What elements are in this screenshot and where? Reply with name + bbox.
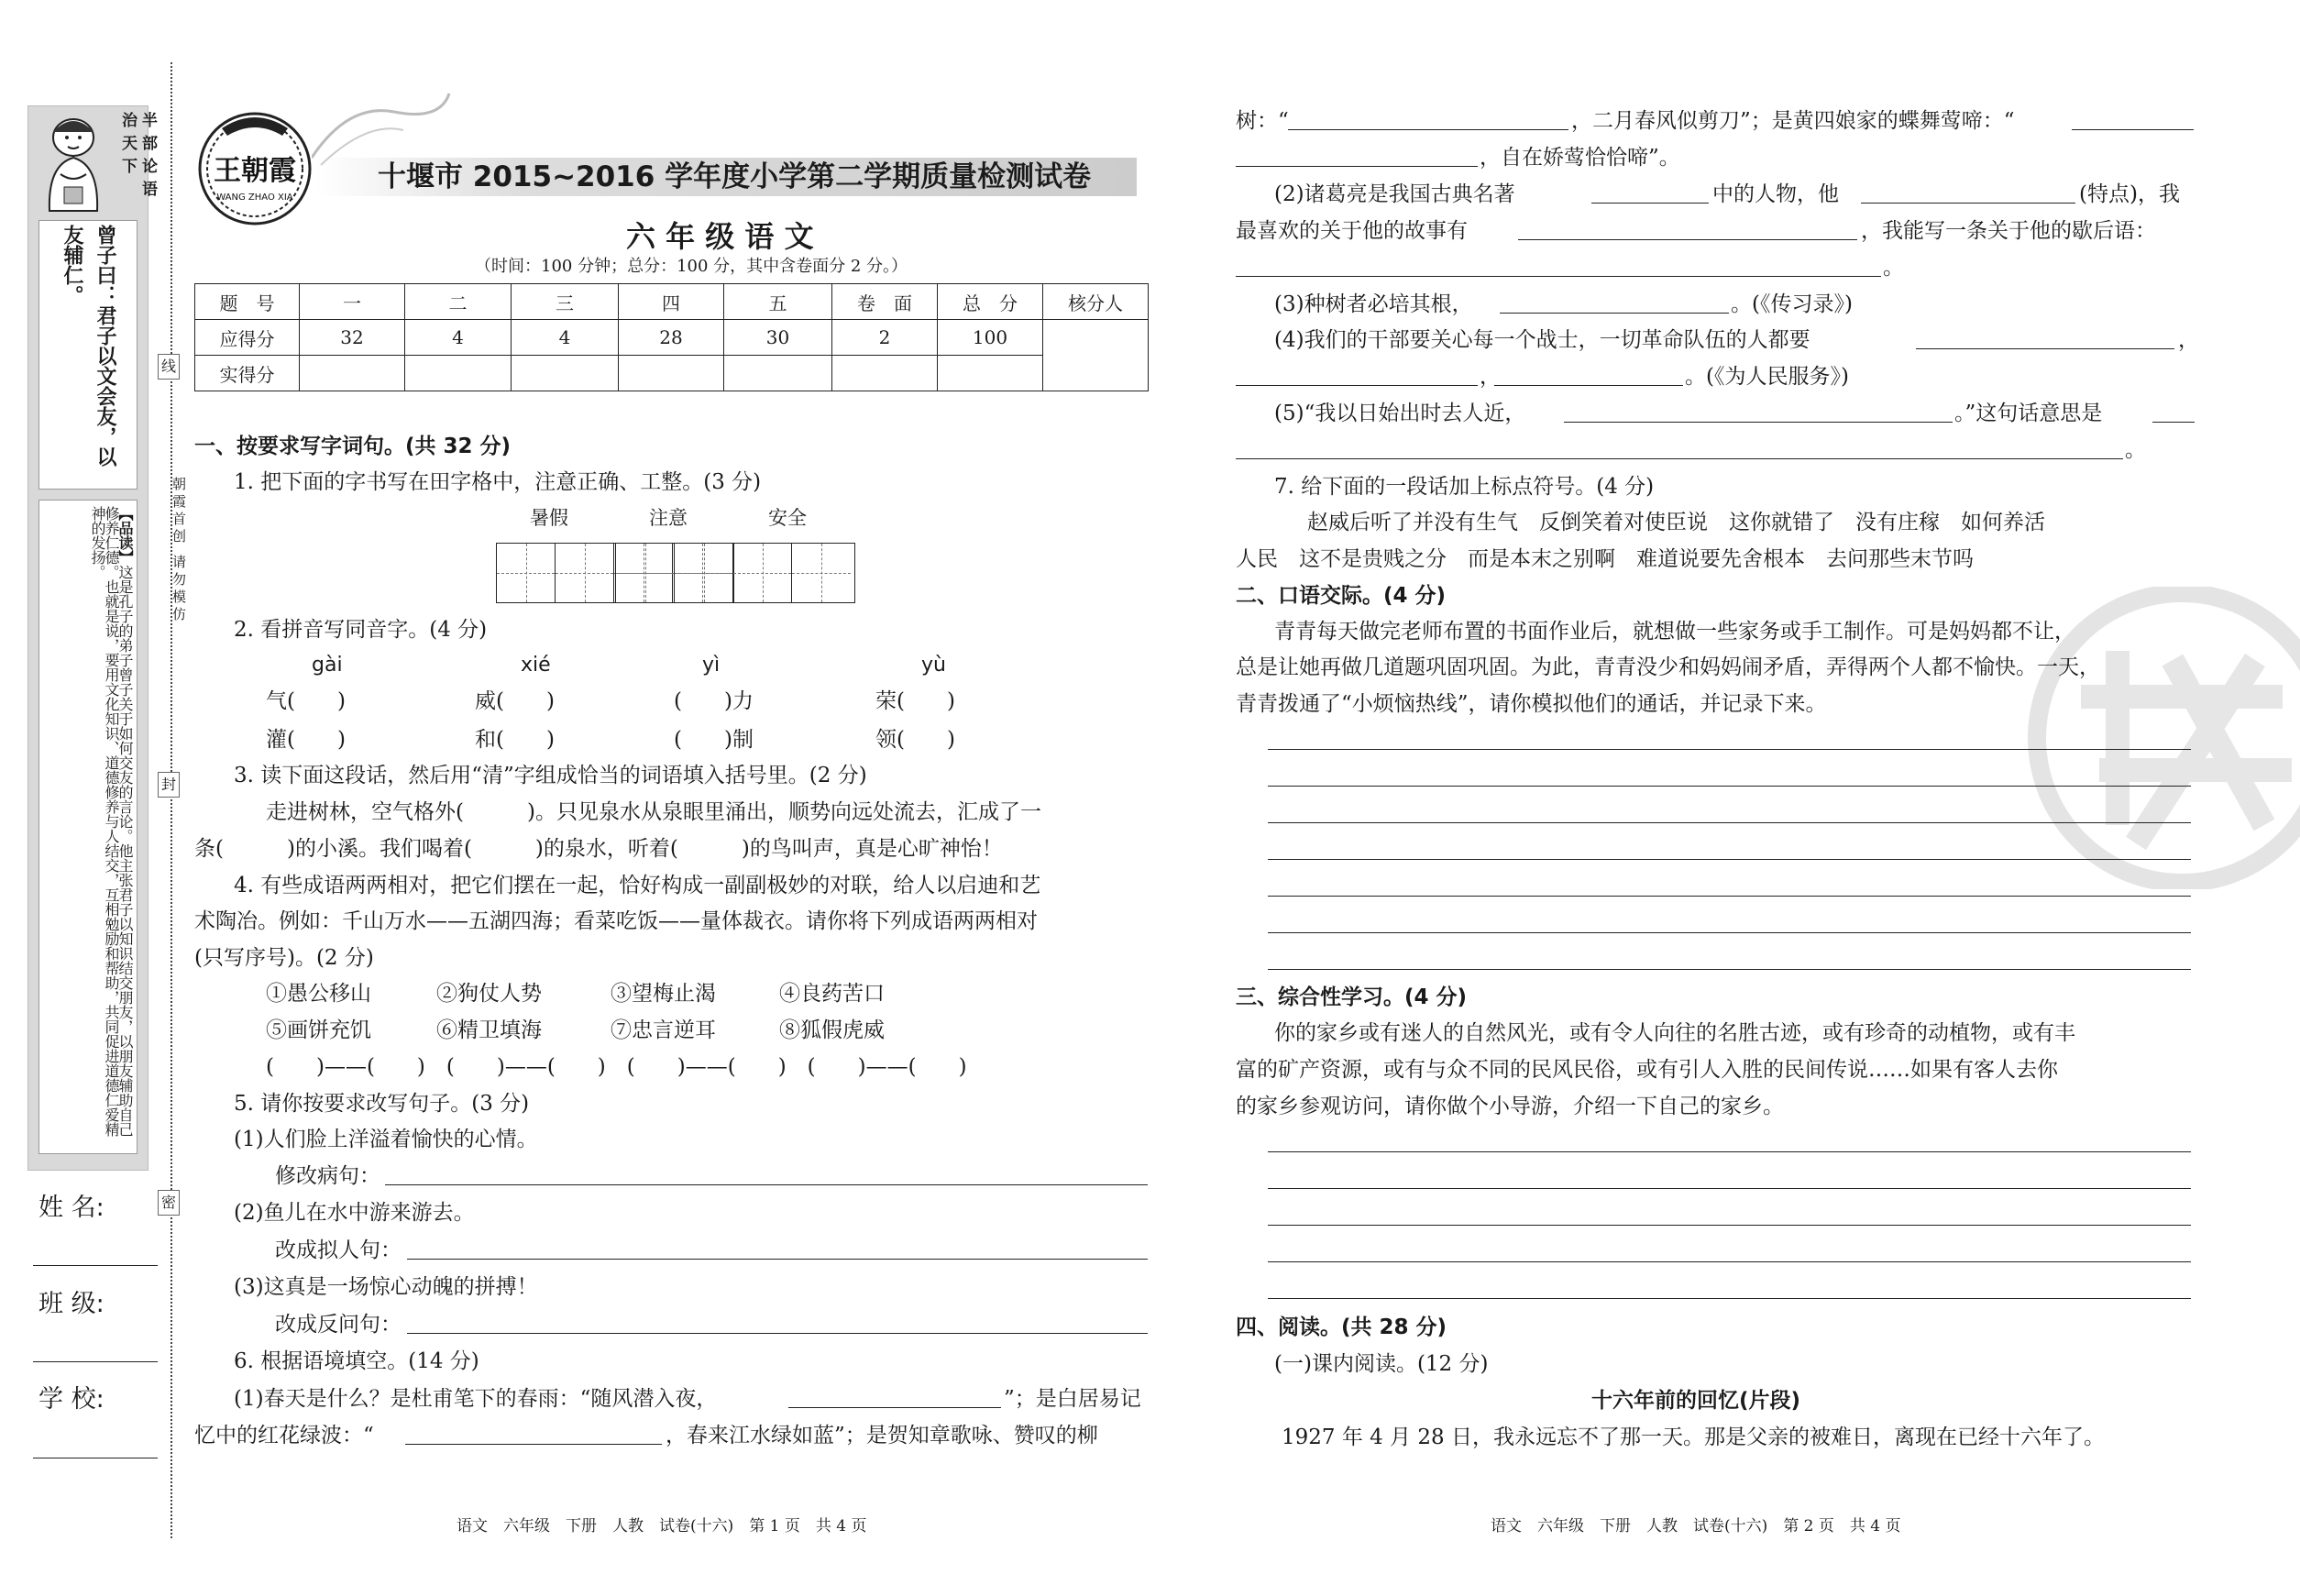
score-input-cell[interactable] bbox=[300, 356, 405, 391]
answer-line[interactable] bbox=[1494, 385, 1683, 386]
pinyin: gài bbox=[312, 654, 343, 677]
confucius-portrait-icon bbox=[31, 110, 116, 213]
answer-line[interactable] bbox=[1236, 276, 1881, 277]
logo-text: 王朝霞 bbox=[214, 155, 296, 187]
score-cell: 28 bbox=[619, 320, 724, 356]
idiom: ③望梅止渴 bbox=[611, 982, 716, 1006]
q5-prompt: 5. 请你按要求改写句子。(3 分) bbox=[234, 1092, 530, 1116]
idiom: ②狗仗人势 bbox=[436, 982, 542, 1006]
name-label: 姓 名: bbox=[39, 1194, 105, 1222]
name-field[interactable] bbox=[33, 1265, 158, 1266]
score-col-header: 四 bbox=[619, 284, 724, 320]
idiom: ①愚公移山 bbox=[266, 982, 371, 1006]
section1-title: 一、按要求写字词句。(共 32 分) bbox=[194, 435, 512, 458]
writing-line[interactable] bbox=[1268, 749, 2191, 750]
s4-subtitle: (一)课内阅读。(12 分) bbox=[1274, 1352, 1489, 1376]
q4-text: (只写序号)。(2 分) bbox=[194, 946, 374, 970]
idiom: ⑧狐假虎威 bbox=[779, 1018, 885, 1042]
q5-label: 改成反问句： bbox=[275, 1313, 402, 1337]
p2-text: 。”这句话意思是 bbox=[1954, 402, 2103, 425]
sidebar-corner-label: 半部论语治天下 bbox=[118, 112, 157, 204]
q4-text: 术陶冶。例如：千山万水——五湖四海；看菜吃饭——量体裁衣。请你将下列成语两两相对 bbox=[194, 909, 1038, 933]
sidebar-quote: 曾子曰：君子以文会友，以友辅仁。 bbox=[61, 225, 116, 467]
p2-text: (特点)，我 bbox=[2079, 182, 2180, 206]
answer-line[interactable] bbox=[1500, 313, 1729, 314]
idiom: ⑦忠言逆耳 bbox=[611, 1018, 716, 1042]
score-cell: 4 bbox=[405, 320, 512, 356]
q7-text: 人民 这不是贵贱之分 而是本末之别啊 难道说要先舍根本 去问那些末节吗 bbox=[1236, 547, 1974, 571]
p2-text: ， bbox=[1480, 365, 1501, 389]
writing-line[interactable] bbox=[1268, 822, 2191, 823]
grid-cell[interactable] bbox=[733, 544, 792, 602]
score-cell: 100 bbox=[938, 320, 1043, 356]
q2-blank[interactable]: 领( ) bbox=[875, 728, 955, 752]
q3-prompt: 3. 读下面这段话，然后用“清”字组成恰当的词语填入括号里。(2 分) bbox=[234, 764, 867, 787]
q6-text: 忆中的红花绿波：“ bbox=[194, 1424, 374, 1447]
q5-sentence: (1)人们脸上洋溢着愉快的心情。 bbox=[234, 1128, 538, 1151]
score-expected-row bbox=[195, 320, 1149, 356]
score-col-header: 三 bbox=[512, 284, 619, 320]
p2-text: 。 bbox=[1883, 256, 1904, 280]
writing-line[interactable] bbox=[1268, 896, 2191, 897]
answer-line[interactable] bbox=[1236, 385, 1478, 386]
answer-line[interactable] bbox=[788, 1407, 1001, 1408]
score-col-header: 题 号 bbox=[195, 284, 300, 320]
p2-text: 中的人物，他 bbox=[1712, 182, 1839, 206]
q2-blank[interactable]: 和( ) bbox=[475, 728, 555, 752]
answer-line[interactable] bbox=[1916, 348, 2174, 349]
score-cell: 32 bbox=[300, 320, 405, 356]
class-field[interactable] bbox=[33, 1361, 158, 1362]
writing-line[interactable] bbox=[1268, 1225, 2191, 1226]
writing-grid[interactable] bbox=[732, 543, 855, 603]
q2-blank[interactable]: 荣( ) bbox=[875, 689, 955, 713]
grid-cell[interactable] bbox=[616, 544, 675, 602]
answer-line[interactable] bbox=[1236, 458, 2123, 459]
q1-word: 安全 bbox=[768, 507, 807, 529]
grid-cell[interactable] bbox=[792, 544, 851, 602]
ribbon-swirl-icon bbox=[312, 84, 458, 167]
q5-sentence: (3)这真是一场惊心动魄的拼搏！ bbox=[234, 1275, 538, 1299]
p2-text: 。(《传习录》) bbox=[1731, 292, 1853, 316]
score-row-label: 应得分 bbox=[195, 320, 300, 356]
score-row-label: 实得分 bbox=[195, 356, 300, 391]
q2-blank[interactable]: ( )制 bbox=[674, 728, 754, 752]
answer-line[interactable] bbox=[407, 1259, 1148, 1260]
q5-sentence: (2)鱼儿在水中游来游去。 bbox=[234, 1201, 475, 1225]
school-label: 学 校: bbox=[39, 1385, 105, 1414]
idiom: ⑥精卫填海 bbox=[436, 1018, 542, 1042]
q3-text: 走进树林，空气格外( )。只见泉水从泉眼里涌出，顺势向远处流去，汇成了一 bbox=[266, 800, 1041, 824]
writing-line[interactable] bbox=[1268, 969, 2191, 970]
checker-cell[interactable] bbox=[1043, 320, 1149, 391]
commentary-text: 这是孔子的弟子曾子关于如何交友的言论。他主张君子以知识结交朋友，以朋友辅助自己修养仁德。也就是说，要用文化知识、道德修养与人结交，互相勉励和帮助，共同促进道德仁爱精神的发扬。 bbox=[89, 506, 134, 1137]
p2-text: ，我能写一条关于他的歇后语： bbox=[1861, 219, 2156, 243]
score-input-cell[interactable] bbox=[619, 356, 724, 391]
s3-text: 富的矿产资源，或有与众不同的民风民俗，或有引人入胜的民间传说……如果有客人去你 bbox=[1236, 1058, 2058, 1082]
grid-cell[interactable] bbox=[556, 544, 614, 602]
s2-text: 总是让她再做几道题巩固巩固。为此，青青没少和妈妈闹矛盾，弄得两个人都不愉快。一天， bbox=[1236, 655, 2100, 679]
score-col-header: 五 bbox=[724, 284, 832, 320]
score-col-header: 一 bbox=[300, 284, 405, 320]
writing-line[interactable] bbox=[1268, 1188, 2191, 1189]
class-label: 班 级: bbox=[39, 1290, 105, 1318]
answer-line[interactable] bbox=[405, 1444, 662, 1445]
s2-text: 青青拨通了“小烦恼热线”，请你模拟他们的通话，并记录下来。 bbox=[1236, 692, 1827, 716]
score-table-header-row bbox=[195, 284, 1149, 320]
writing-line[interactable] bbox=[1268, 1298, 2191, 1299]
exam-subject: 六 年 级 语 文 bbox=[626, 219, 814, 254]
q4-answer-blanks[interactable]: ( )——( ) ( )——( ) ( )——( ) ( )——( ) bbox=[266, 1055, 967, 1079]
s2-text: 青青每天做完老师布置的书面作业后，就想做一些家务或手工制作。可是妈妈都不让， bbox=[1274, 620, 2075, 644]
answer-line[interactable] bbox=[385, 1184, 1148, 1185]
commentary-label: 【品读】 bbox=[116, 506, 134, 565]
binding-char-1: 线 bbox=[158, 354, 180, 380]
score-input-cell[interactable] bbox=[832, 356, 938, 391]
writing-line[interactable] bbox=[1268, 786, 2191, 787]
pinyin: yì bbox=[702, 654, 721, 677]
section3-title: 三、综合性学习。(4 分) bbox=[1236, 985, 1468, 1009]
s3-text: 你的家乡或有迷人的自然风光，或有令人向往的名胜古迹，或有珍奇的动植物，或有丰 bbox=[1274, 1021, 2075, 1045]
score-col-header: 二 bbox=[405, 284, 512, 320]
p2-text: ， bbox=[2178, 328, 2199, 352]
answer-line[interactable] bbox=[2072, 129, 2194, 130]
q2-prompt: 2. 看拼音写同音字。(4 分) bbox=[234, 618, 488, 642]
p2-text: (2)诸葛亮是我国古典名著 bbox=[1274, 182, 1515, 206]
grid-cell[interactable] bbox=[497, 544, 556, 602]
answer-line[interactable] bbox=[1564, 422, 1953, 423]
q5-label: 改成拟人句： bbox=[275, 1238, 402, 1262]
p2-text: 最喜欢的关于他的故事有 bbox=[1236, 219, 1468, 243]
score-input-cell[interactable] bbox=[724, 356, 832, 391]
score-col-header: 卷 面 bbox=[832, 284, 938, 320]
q1-word: 暑假 bbox=[530, 507, 568, 529]
q7-prompt: 7. 给下面的一段话加上标点符号。(4 分) bbox=[1274, 475, 1655, 499]
answer-line[interactable] bbox=[407, 1333, 1148, 1334]
binding-note: 朝霞首创 请勿模仿 bbox=[171, 477, 187, 624]
score-input-cell[interactable] bbox=[512, 356, 619, 391]
q7-text: 赵威后听了并没有生气 反倒笑着对使臣说 这你就错了 没有庄稼 如何养活 bbox=[1307, 511, 2045, 534]
sidebar-commentary bbox=[48, 506, 132, 1146]
p2-text: 。 bbox=[2125, 438, 2146, 462]
score-input-cell[interactable] bbox=[405, 356, 512, 391]
p2-text: 树：“ bbox=[1236, 109, 1289, 133]
p2-text: (4)我们的干部要关心每一个战士，一切革命队伍的人都要 bbox=[1274, 328, 1810, 352]
score-actual-row bbox=[195, 356, 1149, 391]
writing-line[interactable] bbox=[1268, 1261, 2191, 1262]
reading-text: 1927 年 4 月 28 日，我永远忘不了那一天。那是父亲的被难日，离现在已经十六年了。 bbox=[1282, 1425, 2105, 1449]
q4-prompt: 4. 有些成语两两相对，把它们摆在一起，恰好构成一副副极妙的对联，给人以启迪和艺 bbox=[234, 874, 1041, 897]
p2-text: ，自在娇莺恰恰啼”。 bbox=[1480, 146, 1680, 170]
answer-line[interactable] bbox=[1288, 129, 1568, 130]
answer-line[interactable] bbox=[1518, 239, 1857, 240]
q5-label: 修改病句： bbox=[275, 1164, 380, 1188]
score-col-header: 核分人 bbox=[1043, 284, 1149, 320]
score-col-header: 总 分 bbox=[938, 284, 1043, 320]
answer-line[interactable] bbox=[1861, 203, 2075, 204]
answer-line[interactable] bbox=[1236, 166, 1478, 167]
p2-text: (5)“我以日始出时去人近， bbox=[1274, 402, 1526, 425]
score-cell: 4 bbox=[512, 320, 619, 356]
exam-meta: （时间：100 分钟；总分：100 分，其中含卷面分 2 分。） bbox=[475, 257, 908, 276]
p2-text: (3)种树者必培其根， bbox=[1274, 292, 1473, 316]
score-table bbox=[194, 283, 1149, 391]
idiom: ⑤画饼充饥 bbox=[266, 1018, 371, 1042]
binding-line bbox=[171, 62, 172, 1538]
q2-blank[interactable]: ( )力 bbox=[674, 689, 754, 713]
q2-blank[interactable]: 气( ) bbox=[266, 689, 346, 713]
writing-line[interactable] bbox=[1268, 932, 2191, 933]
q2-blank[interactable]: 威( ) bbox=[475, 689, 555, 713]
page2-footer: 语文 六年级 下册 人教 试卷(十六) 第 2 页 共 4 页 bbox=[1491, 1517, 1901, 1535]
grid-cell[interactable] bbox=[675, 544, 733, 602]
binding-char-2: 封 bbox=[158, 772, 180, 798]
section4-title: 四、阅读。(共 28 分) bbox=[1236, 1315, 1447, 1339]
score-input-cell[interactable] bbox=[938, 356, 1043, 391]
score-cell: 30 bbox=[724, 320, 832, 356]
answer-line[interactable] bbox=[2152, 422, 2195, 423]
binding-char-3: 密 bbox=[158, 1190, 180, 1216]
writing-line[interactable] bbox=[1268, 1151, 2191, 1152]
exam-title: 十堰市 2015~2016 学年度小学第二学期质量检测试卷 bbox=[378, 160, 1092, 193]
reading-title: 十六年前的回忆(片段) bbox=[1591, 1389, 1801, 1413]
q3-text: 条( )的小溪。我们喝着( )的泉水，听着( )的鸟叫声，真是心旷神怡！ bbox=[194, 837, 1003, 861]
score-cell: 2 bbox=[832, 320, 938, 356]
q6-text: ，春来江水绿如蓝”；是贺知章歌咏、赞叹的柳 bbox=[666, 1424, 1098, 1447]
pinyin: xié bbox=[521, 654, 551, 677]
q6-prompt: 6. 根据语境填空。(14 分) bbox=[234, 1349, 479, 1373]
pinyin: yù bbox=[921, 654, 946, 677]
p2-text: ，二月春风似剪刀”；是黄四娘家的蝶舞莺啼：“ bbox=[1571, 109, 2015, 133]
writing-grid[interactable] bbox=[615, 543, 734, 603]
writing-line[interactable] bbox=[1268, 859, 2191, 860]
answer-line[interactable] bbox=[1591, 203, 1709, 204]
p2-text: 。(《为人民服务》) bbox=[1685, 365, 1849, 389]
s3-text: 的家乡参观访问，请你做个小导游，介绍一下自己的家乡。 bbox=[1236, 1095, 1784, 1118]
q2-blank[interactable]: 灌( ) bbox=[266, 728, 346, 752]
q1-prompt: 1. 把下面的字书写在田字格中，注意正确、工整。(3 分) bbox=[234, 470, 762, 494]
q1-word: 注意 bbox=[649, 507, 688, 529]
section2-title: 二、口语交际。(4 分) bbox=[1236, 584, 1447, 608]
brand-logo bbox=[194, 108, 315, 229]
logo-subtext: WANG ZHAO XIA bbox=[216, 193, 293, 203]
idiom: ④良药苦口 bbox=[779, 982, 885, 1006]
page1-footer: 语文 六年级 下册 人教 试卷(十六) 第 1 页 共 4 页 bbox=[457, 1517, 867, 1535]
q6-text: ”；是白居易记 bbox=[1004, 1387, 1141, 1411]
q6-text: (1)春天是什么？是杜甫笔下的春雨：“随风潜入夜， bbox=[234, 1387, 718, 1411]
